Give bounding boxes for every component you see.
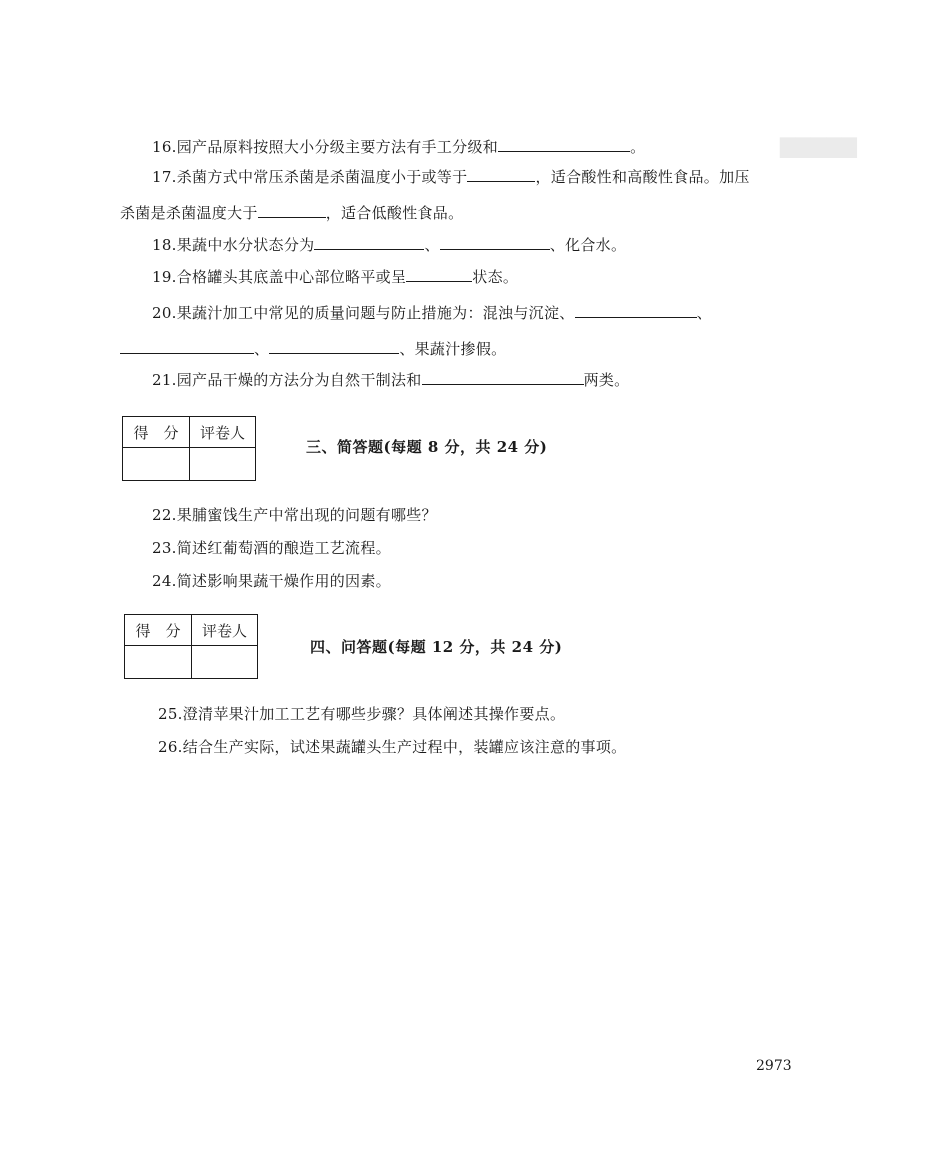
grader-header: 评卷人 — [192, 615, 258, 646]
q20-blank-2[interactable] — [120, 338, 254, 354]
question-16 — [152, 136, 645, 157]
q18-blank-2[interactable] — [440, 234, 550, 250]
grader-cell[interactable] — [190, 448, 256, 481]
q21-text-a: 21.园产品干燥的方法分为自然干制法和 — [152, 371, 422, 389]
q21-text-b: 两类。 — [583, 371, 630, 389]
question-17-line2 — [120, 202, 463, 223]
question-24: 24.简述影响果蔬干燥作用的因素。 — [152, 572, 391, 590]
question-20-line1 — [152, 302, 712, 323]
question-19 — [152, 266, 518, 287]
question-21 — [152, 369, 629, 390]
q18-text-a: 18.果蔬中水分状态分为 — [152, 236, 315, 254]
question-26: 26.结合生产实际，试述果蔬罐头生产过程中，装罐应该注意的事项。 — [158, 738, 627, 756]
q17-text-a: 17.杀菌方式中常压杀菌是杀菌温度小于或等于 — [152, 168, 468, 186]
q19-text-b: 状态。 — [472, 268, 519, 286]
q19-blank[interactable] — [406, 266, 472, 282]
q20-blank-3[interactable] — [269, 338, 399, 354]
grader-cell[interactable] — [192, 646, 258, 679]
question-22: 22.果脯蜜饯生产中常出现的问题有哪些？ — [152, 506, 437, 524]
score-table-section-3 — [122, 416, 256, 481]
question-17-line1 — [152, 166, 750, 187]
q16-text-a: 16.园产品原料按照大小分级主要方法有手工分级和 — [152, 138, 499, 156]
q17-text-c: 杀菌是杀菌温度大于 — [120, 204, 258, 222]
score-cell[interactable] — [123, 448, 190, 481]
score-table-section-4 — [124, 614, 258, 679]
section-3-title: 三、简答题(每题 8 分，共 24 分) — [306, 438, 548, 456]
q18-text-b: 、 — [424, 236, 440, 254]
page-number: 2973 — [756, 1058, 792, 1074]
q19-text-a: 19.合格罐头其底盖中心部位略平或呈 — [152, 268, 407, 286]
score-cell[interactable] — [125, 646, 192, 679]
q18-text-c: 、化合水。 — [549, 236, 627, 254]
question-18 — [152, 234, 626, 255]
bleed-through-text: ▇▇▇▇▇ — [780, 134, 857, 158]
q17-blank-1[interactable] — [467, 166, 535, 182]
q20-text-a: 20.果蔬汁加工中常见的质量问题与防止措施为：混浊与沉淀、 — [152, 304, 575, 322]
question-23: 23.简述红葡萄酒的酿造工艺流程。 — [152, 539, 391, 557]
q20-text-b: 、 — [696, 304, 712, 322]
q16-blank[interactable] — [498, 136, 630, 152]
q20-text-d: 、果蔬汁掺假。 — [399, 340, 507, 358]
question-25: 25.澄清苹果汁加工工艺有哪些步骤？具体阐述其操作要点。 — [158, 705, 566, 723]
score-header: 得 分 — [125, 615, 192, 646]
grader-header: 评卷人 — [190, 417, 256, 448]
q17-blank-2[interactable] — [258, 202, 326, 218]
score-header: 得 分 — [123, 417, 190, 448]
q20-text-c: 、 — [254, 340, 270, 358]
q18-blank-1[interactable] — [314, 234, 424, 250]
q16-text-b: 。 — [630, 138, 646, 156]
q21-blank[interactable] — [422, 369, 584, 385]
section-4-title: 四、问答题(每题 12 分，共 24 分) — [310, 638, 563, 656]
q20-blank-1[interactable] — [575, 302, 697, 318]
question-20-line2 — [120, 338, 506, 359]
q17-text-b: ，适合酸性和高酸性食品。加压 — [535, 168, 750, 186]
q17-text-d: ，适合低酸性食品。 — [325, 204, 464, 222]
